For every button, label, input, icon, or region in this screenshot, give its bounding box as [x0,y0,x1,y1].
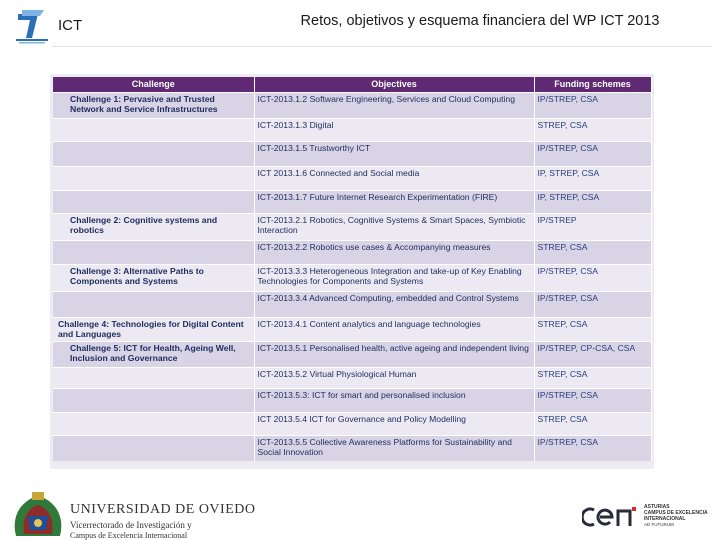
funding-cell: IP/STREP, CSA [534,264,651,291]
column-header-funding: Funding schemes [534,77,651,92]
table-row [53,264,651,291]
challenge-cell [53,166,254,190]
objective-cell: ICT-2013.5.2 Virtual Physiological Human [254,367,534,388]
fp7-logo-icon [14,8,50,46]
table-row [53,92,651,118]
table-row [53,118,651,141]
cei-line-3: INTERNACIONAL [644,516,686,522]
challenge-cell: Challenge 4: Technologies for Digital Content and Languages [53,317,254,341]
funding-cell: STREP, CSA [534,240,651,264]
challenge-cell [53,388,254,412]
column-header-objectives: Objectives [254,77,534,92]
cei-line-4: AD FUTURUM [644,522,674,527]
challenges-table-panel [50,74,654,469]
table-row [53,367,651,388]
slide-footer [0,480,720,540]
table-row [53,388,651,412]
objective-cell: ICT-2013.5.1 Personalised health, active ageing and independent living [254,341,534,367]
university-name: UNIVERSIDAD DE OVIEDO [70,502,256,517]
challenge-cell [53,435,254,461]
objective-cell: ICT-2013.4.1 Content analytics and language technologies [254,317,534,341]
column-header-challenge: Challenge [53,77,254,92]
objective-cell: ICT-2013.5.5 Collective Awareness Platforms for Sustainability and Social Innovation [254,435,534,461]
challenge-cell [53,412,254,435]
challenge-cell [53,240,254,264]
funding-cell: STREP, CSA [534,317,651,341]
objective-cell: ICT 2013.5.4 ICT for Governance and Policy Modelling [254,412,534,435]
objective-cell: ICT-2013.5.3: ICT for smart and personalised inclusion [254,388,534,412]
table-row [53,141,651,166]
university-subtitle-2: Campus de Excelencia Internacional [70,531,188,540]
cei-line-1: ASTURIAS [644,504,670,510]
slide-title: Retos, objetivos y esquema financiera del WP ICT 2013 [300,13,660,29]
challenge-cell: Challenge 5: ICT for Health, Ageing Well, Inclusion and Governance [53,341,254,367]
challenge-cell [53,367,254,388]
funding-cell: IP, STREP, CSA [534,166,651,190]
challenge-cell [53,118,254,141]
funding-cell: STREP, CSA [534,412,651,435]
objective-cell: ICT-2013.1.2 Software Engineering, Services and Cloud Computing [254,92,534,118]
table-row [53,435,651,461]
challenge-cell [53,141,254,166]
funding-cell: IP, STREP, CSA [534,190,651,213]
table-row [53,291,651,317]
challenge-cell [53,190,254,213]
header-divider [52,46,712,47]
university-crest-icon [10,490,66,538]
funding-cell: IP/STREP, CSA [534,92,651,118]
challenges-table [53,77,652,461]
table-row [53,317,651,341]
cei-logo-icon [582,506,638,528]
funding-cell: IP/STREP, CSA [534,388,651,412]
funding-cell: STREP, CSA [534,367,651,388]
challenge-cell: Challenge 1: Pervasive and Trusted Network and Service Infrastructures [53,92,254,118]
university-subtitle-1: Vicerrectorado de Investigación y [70,520,192,530]
table-row [53,166,651,190]
funding-cell: STREP, CSA [534,118,651,141]
funding-cell: IP/STREP, CSA [534,291,651,317]
table-header-row [53,77,651,92]
challenge-cell: Challenge 2: Cognitive systems and robotics [53,213,254,240]
table-row [53,341,651,367]
objective-cell: ICT-2013.3.3 Heterogeneous Integration and take-up of Key Enabling Technologies for Components and Systems [254,264,534,291]
challenge-cell [53,291,254,317]
funding-cell: IP/STREP, CSA [534,435,651,461]
cei-line-2: CAMPUS DE EXCELENCIA [644,510,708,516]
table-row [53,412,651,435]
funding-cell: IP/STREP [534,213,651,240]
objective-cell: ICT-2013.1.7 Future Internet Research Experimentation (FIRE) [254,190,534,213]
funding-cell: IP/STREP, CP-CSA, CSA [534,341,651,367]
funding-cell: IP/STREP, CSA [534,141,651,166]
table-row [53,190,651,213]
objective-cell: ICT-2013.2.2 Robotics use cases & Accompanying measures [254,240,534,264]
objective-cell: ICT-2013.1.5 Trustworthy ICT [254,141,534,166]
ict-label: ICT [58,17,83,34]
objective-cell: ICT-2013.2.1 Robotics, Cognitive Systems & Smart Spaces, Symbiotic Interaction [254,213,534,240]
objective-cell: ICT 2013.1.6 Connected and Social media [254,166,534,190]
cei-text [644,504,708,528]
objective-cell: ICT-2013.1.3 Digital [254,118,534,141]
table-row [53,213,651,240]
slide-header [0,0,720,50]
table-row [53,240,651,264]
objective-cell: ICT-2013.3.4 Advanced Computing, embedded and Control Systems [254,291,534,317]
challenge-cell: Challenge 3: Alternative Paths to Components and Systems [53,264,254,291]
